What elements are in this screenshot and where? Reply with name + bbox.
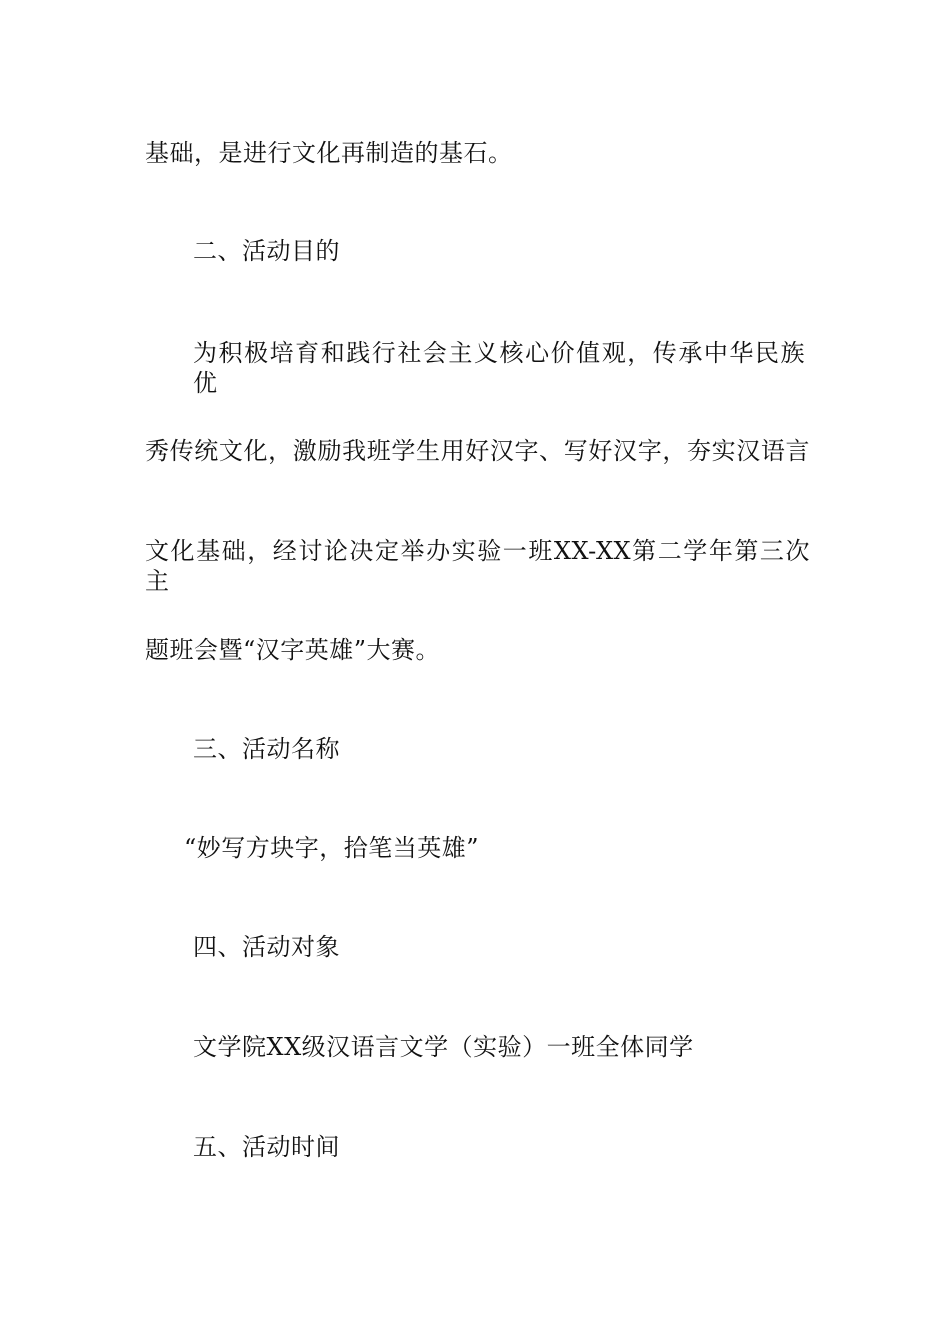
paragraph-continuation: 基础，是进行文化再制造的基石。 — [145, 139, 513, 167]
section-heading-audience: 四、活动对象 — [193, 933, 340, 961]
purpose-line-3: 文化基础，经讨论决定举办实验一班XX-XX第二学年第三次主 — [145, 537, 810, 595]
purpose-line-2: 秀传统文化，激励我班学生用好汉字、写好汉字，夯实汉语言 — [145, 437, 810, 465]
section-heading-purpose: 二、活动目的 — [193, 237, 340, 265]
purpose-line-4: 题班会暨“汉字英雄”大赛。 — [145, 636, 441, 664]
audience-text: 文学院XX级汉语言文学（实验）一班全体同学 — [193, 1033, 694, 1061]
activity-name-text: “妙写方块字，拾笔当英雄” — [184, 834, 480, 862]
section-heading-time: 五、活动时间 — [193, 1133, 340, 1161]
section-heading-name: 三、活动名称 — [193, 735, 340, 763]
purpose-line-1: 为积极培育和践行社会主义核心价值观，传承中华民族优 — [193, 339, 805, 397]
